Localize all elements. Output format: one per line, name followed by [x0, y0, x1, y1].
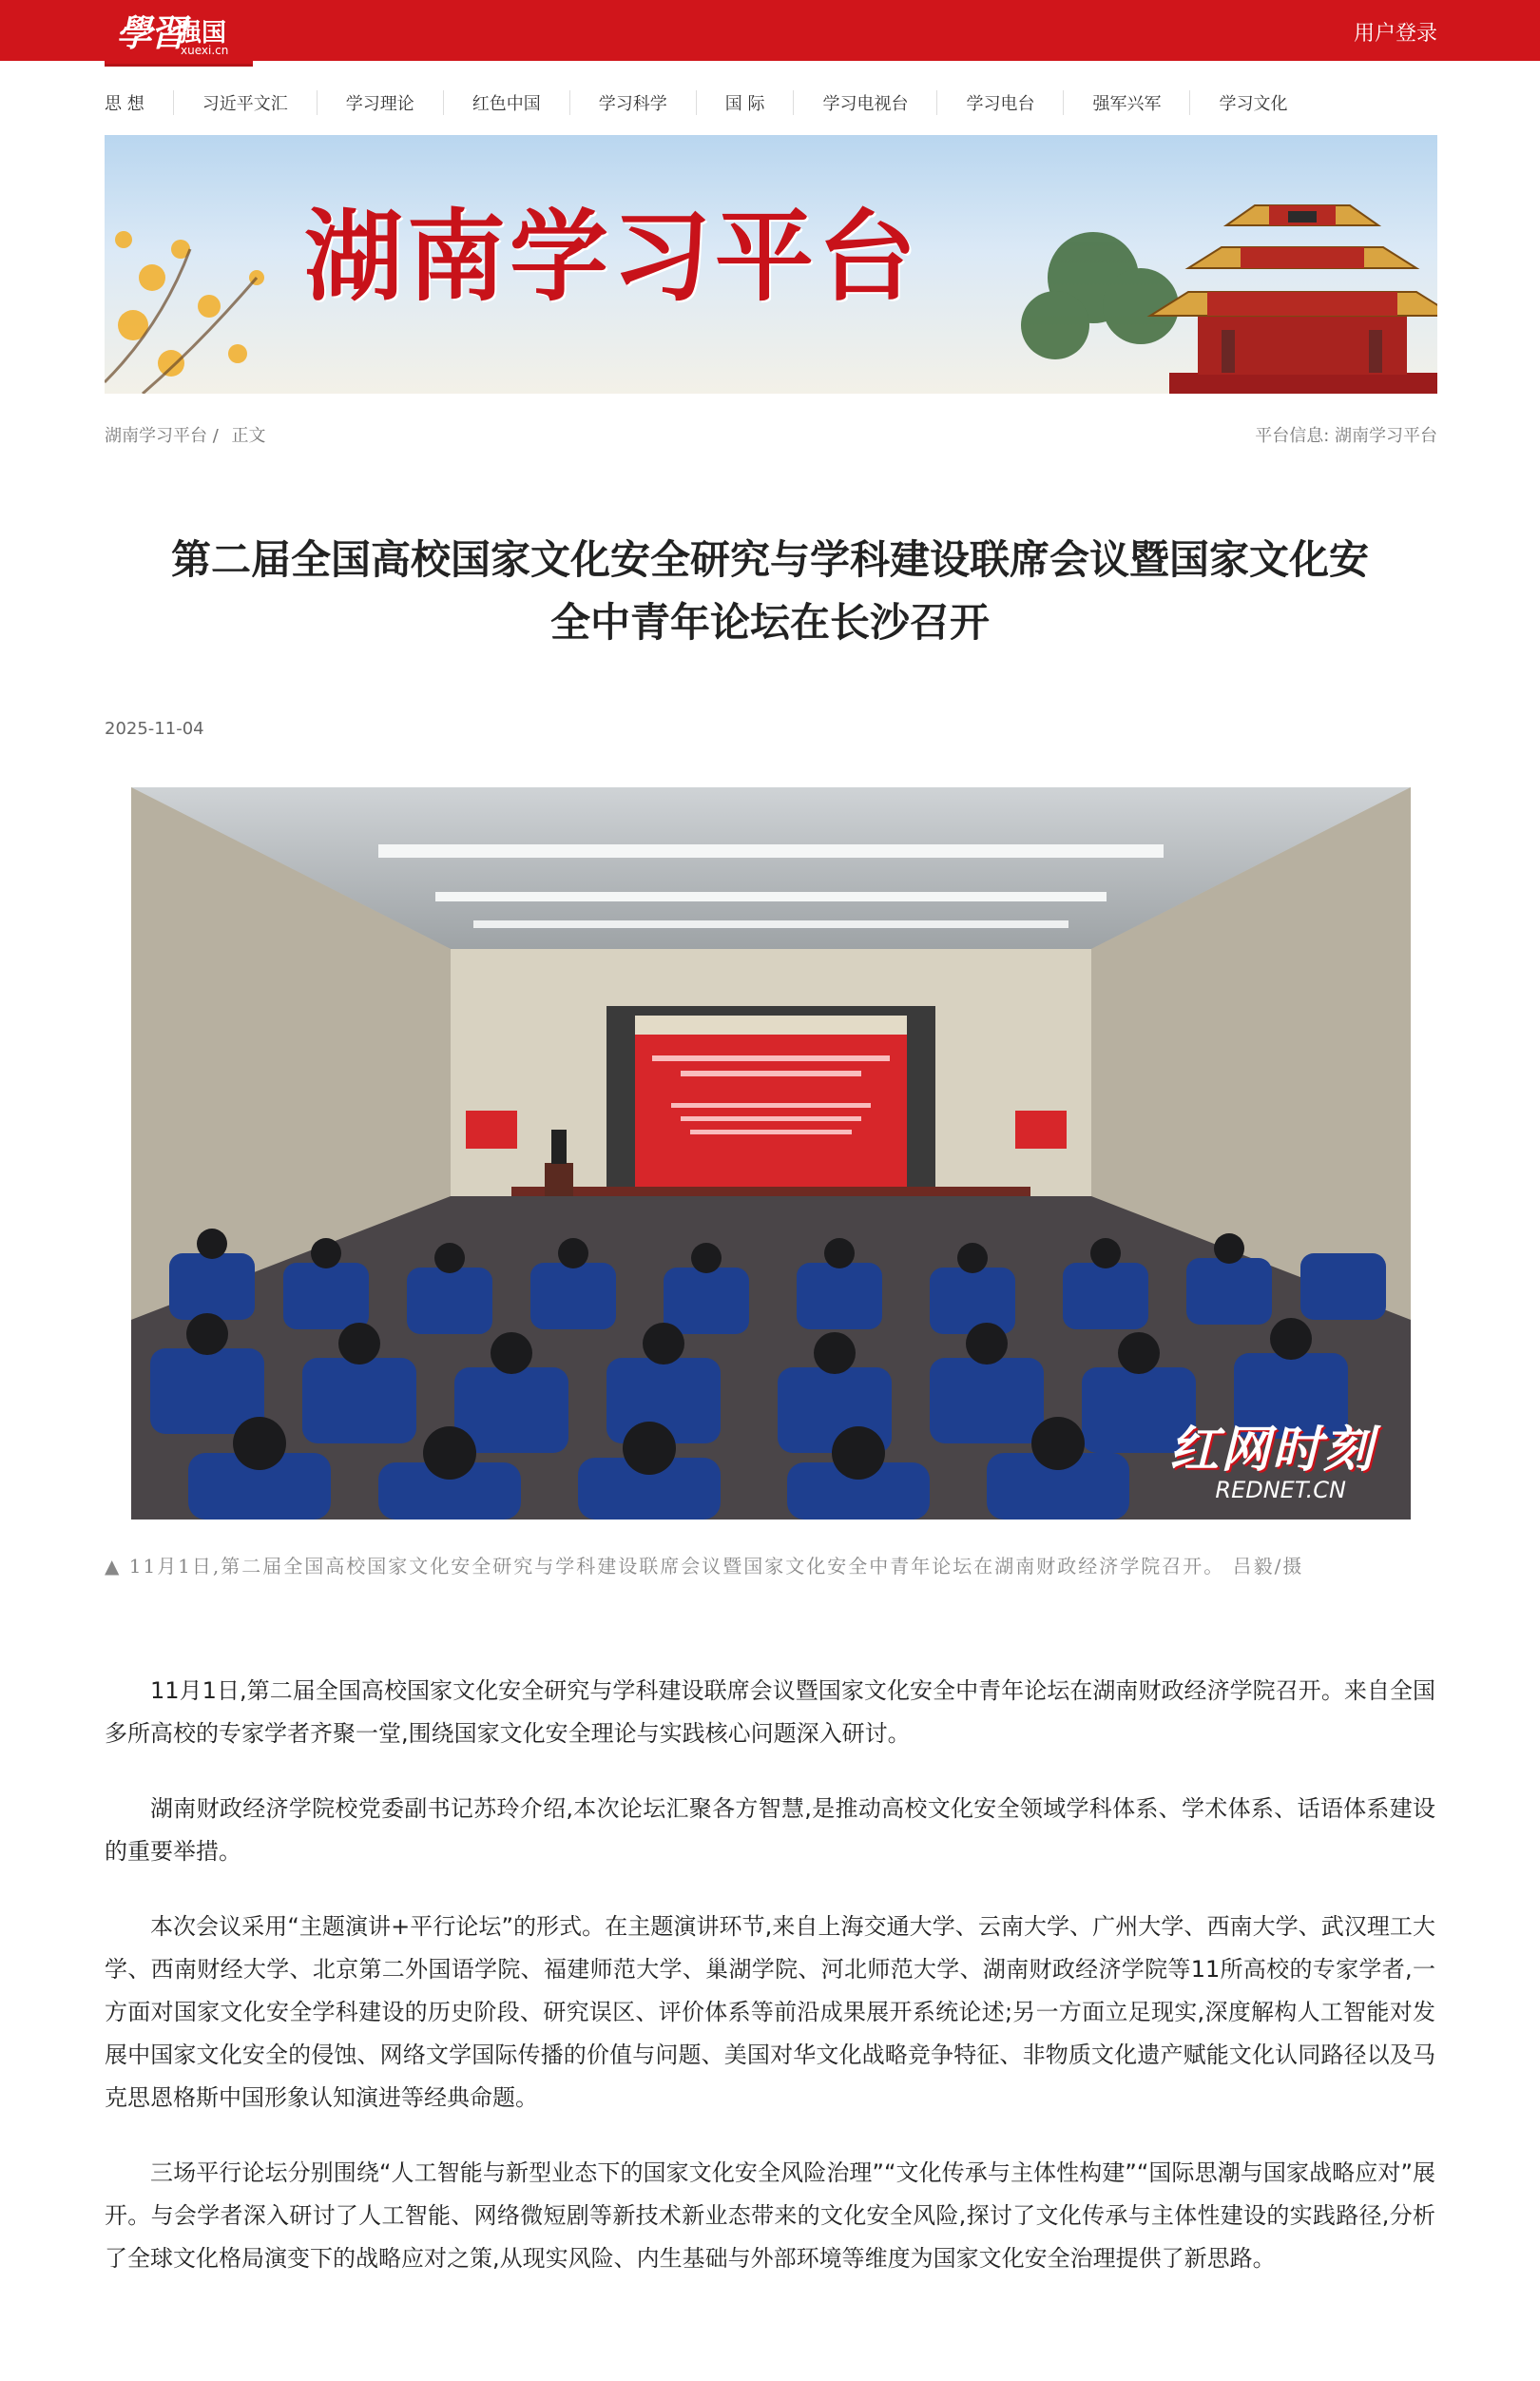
banner-title: 湖南学习平台 — [304, 198, 921, 315]
article-paragraph: 三场平行论坛分别围绕“人工智能与新型业态下的国家文化安全风险治理”“文化传承与主体性构建”“国际思潮与国家战略应对”展开。与会学者深入研讨了人工智能、网络微短剧等新技术新业态带来的文化安全风险,探讨了文化传承与主体性建设的实践路径,分析了全球文化格局演变下的战略应对之策,从现实风险、内生基础与外部环境等维度为国家文化安全治理提供了新思路。 — [105, 2159, 1435, 2272]
logo-domain: xuexi.cn — [181, 44, 229, 57]
nav-item-qiangjun[interactable]: 强军兴军 — [1063, 90, 1189, 115]
nav-item-kexue[interactable]: 学习科学 — [569, 90, 696, 115]
photo-caption: ▲ 11月1日,第二届全国高校国家文化安全研究与学科建设联席会议暨国家文化安全中青年论坛在湖南财政经济学院召开。 吕毅/摄 — [105, 1555, 1304, 1578]
nav-item-hongse[interactable]: 红色中国 — [443, 90, 569, 115]
watermark-sub: REDNET.CN — [1215, 1477, 1346, 1503]
article-paragraph: 湖南财政经济学院校党委副书记苏玲介绍,本次论坛汇聚各方智慧,是推动高校文化安全领域学科体系、学术体系、话语体系建设的重要举措。 — [105, 1795, 1435, 1865]
platform-info: 平台信息: 湖南学习平台 — [1255, 426, 1437, 446]
top-bar — [0, 0, 1540, 61]
breadcrumb-separator: / — [212, 426, 219, 446]
article-photo — [131, 787, 1411, 1520]
nav-item-wenhua[interactable]: 学习文化 — [1189, 90, 1316, 115]
photo-watermark — [1169, 1409, 1375, 1503]
nav-item-wenhui[interactable]: 习近平文汇 — [173, 90, 317, 115]
article-paragraph: 本次会议采用“主题演讲+平行论坛”的形式。在主题演讲环节,来自上海交通大学、云南大学、广州大学、西南大学、武汉理工大学、西南财经大学、北京第二外国语学院、福建师范大学、巢湖学院、河北师范大学、湖南财政经济学院等11所高校的专家学者,一方面对国家文化安全学科建设的历史阶段、研究误区、评价体系等前沿成果展开系统论述;另一方面立足现实,深度解构人工智能对发展中国家文化安全的侵蚀、网络文学国际传播的价值与问题、美国对华文化战略竞争特征、非物质文化遗产赋能文化认同路径以及马克思恩格斯中国形象认知演进等经典命题。 — [105, 1913, 1435, 2111]
platform-banner — [105, 135, 1437, 394]
nav-item-guoji[interactable]: 国 际 — [696, 90, 794, 115]
main-nav — [105, 84, 1435, 122]
nav-item-sixiang[interactable]: 思 想 — [105, 94, 144, 114]
nav-item-diantai[interactable]: 学习电台 — [936, 90, 1063, 115]
nav-item-lilun[interactable]: 学习理论 — [317, 90, 443, 115]
article-paragraph: 11月1日,第二届全国高校国家文化安全研究与学科建设联席会议暨国家文化安全中青年论坛在湖南财政经济学院召开。来自全国多所高校的专家学者齐聚一堂,围绕国家文化安全理论与实践核心问题深入研讨。 — [105, 1677, 1435, 1747]
logo-name: 强国 — [177, 19, 227, 48]
watermark-main: 红网时刻 — [1168, 1421, 1375, 1479]
article-date: 2025-11-04 — [105, 719, 204, 739]
login-link[interactable]: 用户登录 — [1353, 22, 1437, 46]
site-logo[interactable] — [105, 0, 253, 67]
nav-item-dianshitai[interactable]: 学习电视台 — [793, 90, 936, 115]
article-body — [105, 1670, 1435, 2313]
breadcrumb — [105, 422, 274, 447]
article-title: 第二届全国高校国家文化安全研究与学科建设联席会议暨国家文化安全中青年论坛在长沙召开 — [170, 536, 1369, 646]
logo-mark: 學習 — [116, 11, 185, 54]
breadcrumb-current: 正文 — [231, 426, 266, 446]
breadcrumb-home[interactable]: 湖南学习平台 — [105, 426, 207, 446]
